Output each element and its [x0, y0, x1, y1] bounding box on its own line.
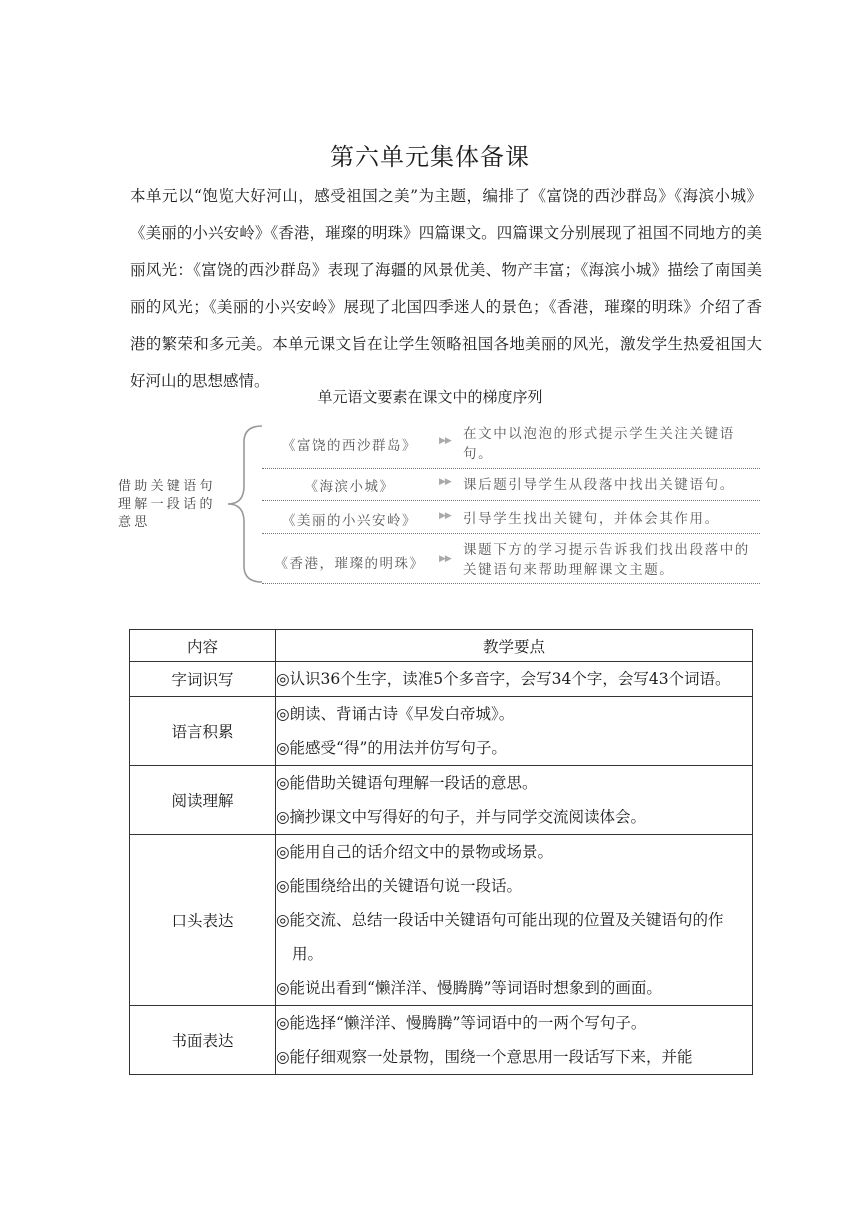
page-title: 第六单元集体备课: [330, 143, 530, 171]
table-row: [130, 1006, 753, 1075]
row-points: [276, 1006, 753, 1075]
diagram-desc: 引导学生找出关键句，并体会其作用。: [463, 511, 720, 527]
double-arrow-icon: ▶▶: [439, 477, 451, 487]
teaching-point: ◎能围绕给出的关键语句说一段话。: [276, 877, 523, 895]
teaching-point: ◎能用自己的话介绍文中的景物或场景。: [276, 843, 554, 861]
teaching-point: ◎朗读、背诵古诗《早发白帝城》。: [276, 705, 515, 723]
teaching-point: ◎认识36个生字，读准5个多音字，会写34个字，会写43个词语。: [276, 670, 731, 688]
diagram-desc: 在文中以泡泡的形式提示学生关注关键语句。: [463, 426, 735, 462]
row-points: [276, 835, 753, 1006]
diagram-lesson: 《富饶的西沙群岛》: [282, 438, 417, 454]
row-category: 字词识写: [130, 662, 276, 697]
dotted-divider: [262, 583, 760, 584]
dotted-divider: [262, 468, 760, 469]
diagram-row: [262, 506, 762, 530]
diagram-row: [262, 424, 762, 464]
row-category: 语言积累: [130, 697, 276, 766]
row-category: 书面表达: [130, 1006, 276, 1075]
diagram-row: [262, 538, 762, 582]
diagram-lesson: 《海滨小城》: [304, 479, 395, 495]
teaching-point: ◎能交流、总结一段话中关键语句可能出现的位置及关键语句的作用。: [276, 911, 724, 963]
double-arrow-icon: ▶▶: [439, 436, 451, 446]
row-points: [276, 766, 753, 835]
diagram-desc: 课题下方的学习提示告诉我们找出段落中的关键语句来帮助理解课文主题。: [463, 542, 750, 578]
diagram-desc: 课后题引导学生从段落中找出关键语句。: [463, 477, 735, 493]
header-content: 内容: [130, 630, 276, 662]
table-row: [130, 662, 753, 697]
double-arrow-icon: ▶▶: [439, 511, 451, 521]
dotted-divider: [262, 500, 760, 501]
intro-paragraph: 本单元以“饱览大好河山，感受祖国之美”为主题，编排了《富饶的西沙群岛》《海滨小城》《美丽的小兴安岭》《香港，璀璨的明珠》四篇课文。四篇课文分别展现了祖国不同地方的美丽风光：《富饶的西沙群岛》表现了海疆的风景优美、物产丰富；《海滨小城》描绘了南国美丽的风光；《美丽的小兴安岭》展现了北国四季迷人的景色；《香港，璀璨的明珠》介绍了香港的繁荣和多元美。本单元课文旨在让学生领略祖国各地美丽的风光，激发学生热爱祖国大好河山的思想感情。: [130, 187, 762, 390]
teaching-point: ◎能感受“得”的用法并仿写句子。: [276, 739, 507, 757]
diagram-caption: 单元语文要素在课文中的梯度序列: [317, 388, 543, 406]
header-teaching-points: 教学要点: [276, 630, 753, 662]
dotted-divider: [262, 533, 760, 534]
row-points: [276, 662, 753, 697]
diagram-row: [262, 474, 762, 498]
teaching-point: ◎摘抄课文中写得好的句子，并与同学交流阅读体会。: [276, 808, 647, 826]
teaching-point: ◎能说出看到“懒洋洋、慢腾腾”等词语时想象到的画面。: [276, 979, 662, 997]
row-points: [276, 697, 753, 766]
teaching-points-table: [129, 629, 753, 1075]
diagram-lesson: 《香港，璀璨的明珠》: [274, 556, 425, 572]
table-header-row: [130, 630, 753, 662]
teaching-point: ◎能借助关键语句理解一段话的意思。: [276, 774, 538, 792]
table-row: [130, 766, 753, 835]
table-row: [130, 835, 753, 1006]
teaching-point: ◎能仔细观察一处景物，围绕一个意思用一段话写下来，并能: [276, 1048, 693, 1066]
teaching-point: ◎能选择“懒洋洋、慢腾腾”等词语中的一两个写句子。: [276, 1014, 647, 1032]
brace-icon: [226, 420, 266, 588]
diagram-lesson: 《美丽的小兴安岭》: [282, 513, 417, 529]
double-arrow-icon: ▶▶: [439, 554, 451, 564]
row-category: 口头表达: [130, 835, 276, 1006]
row-category: 阅读理解: [130, 766, 276, 835]
diagram-root-label: 借助关键语句理解一段话的意思: [118, 479, 216, 530]
table-row: [130, 697, 753, 766]
